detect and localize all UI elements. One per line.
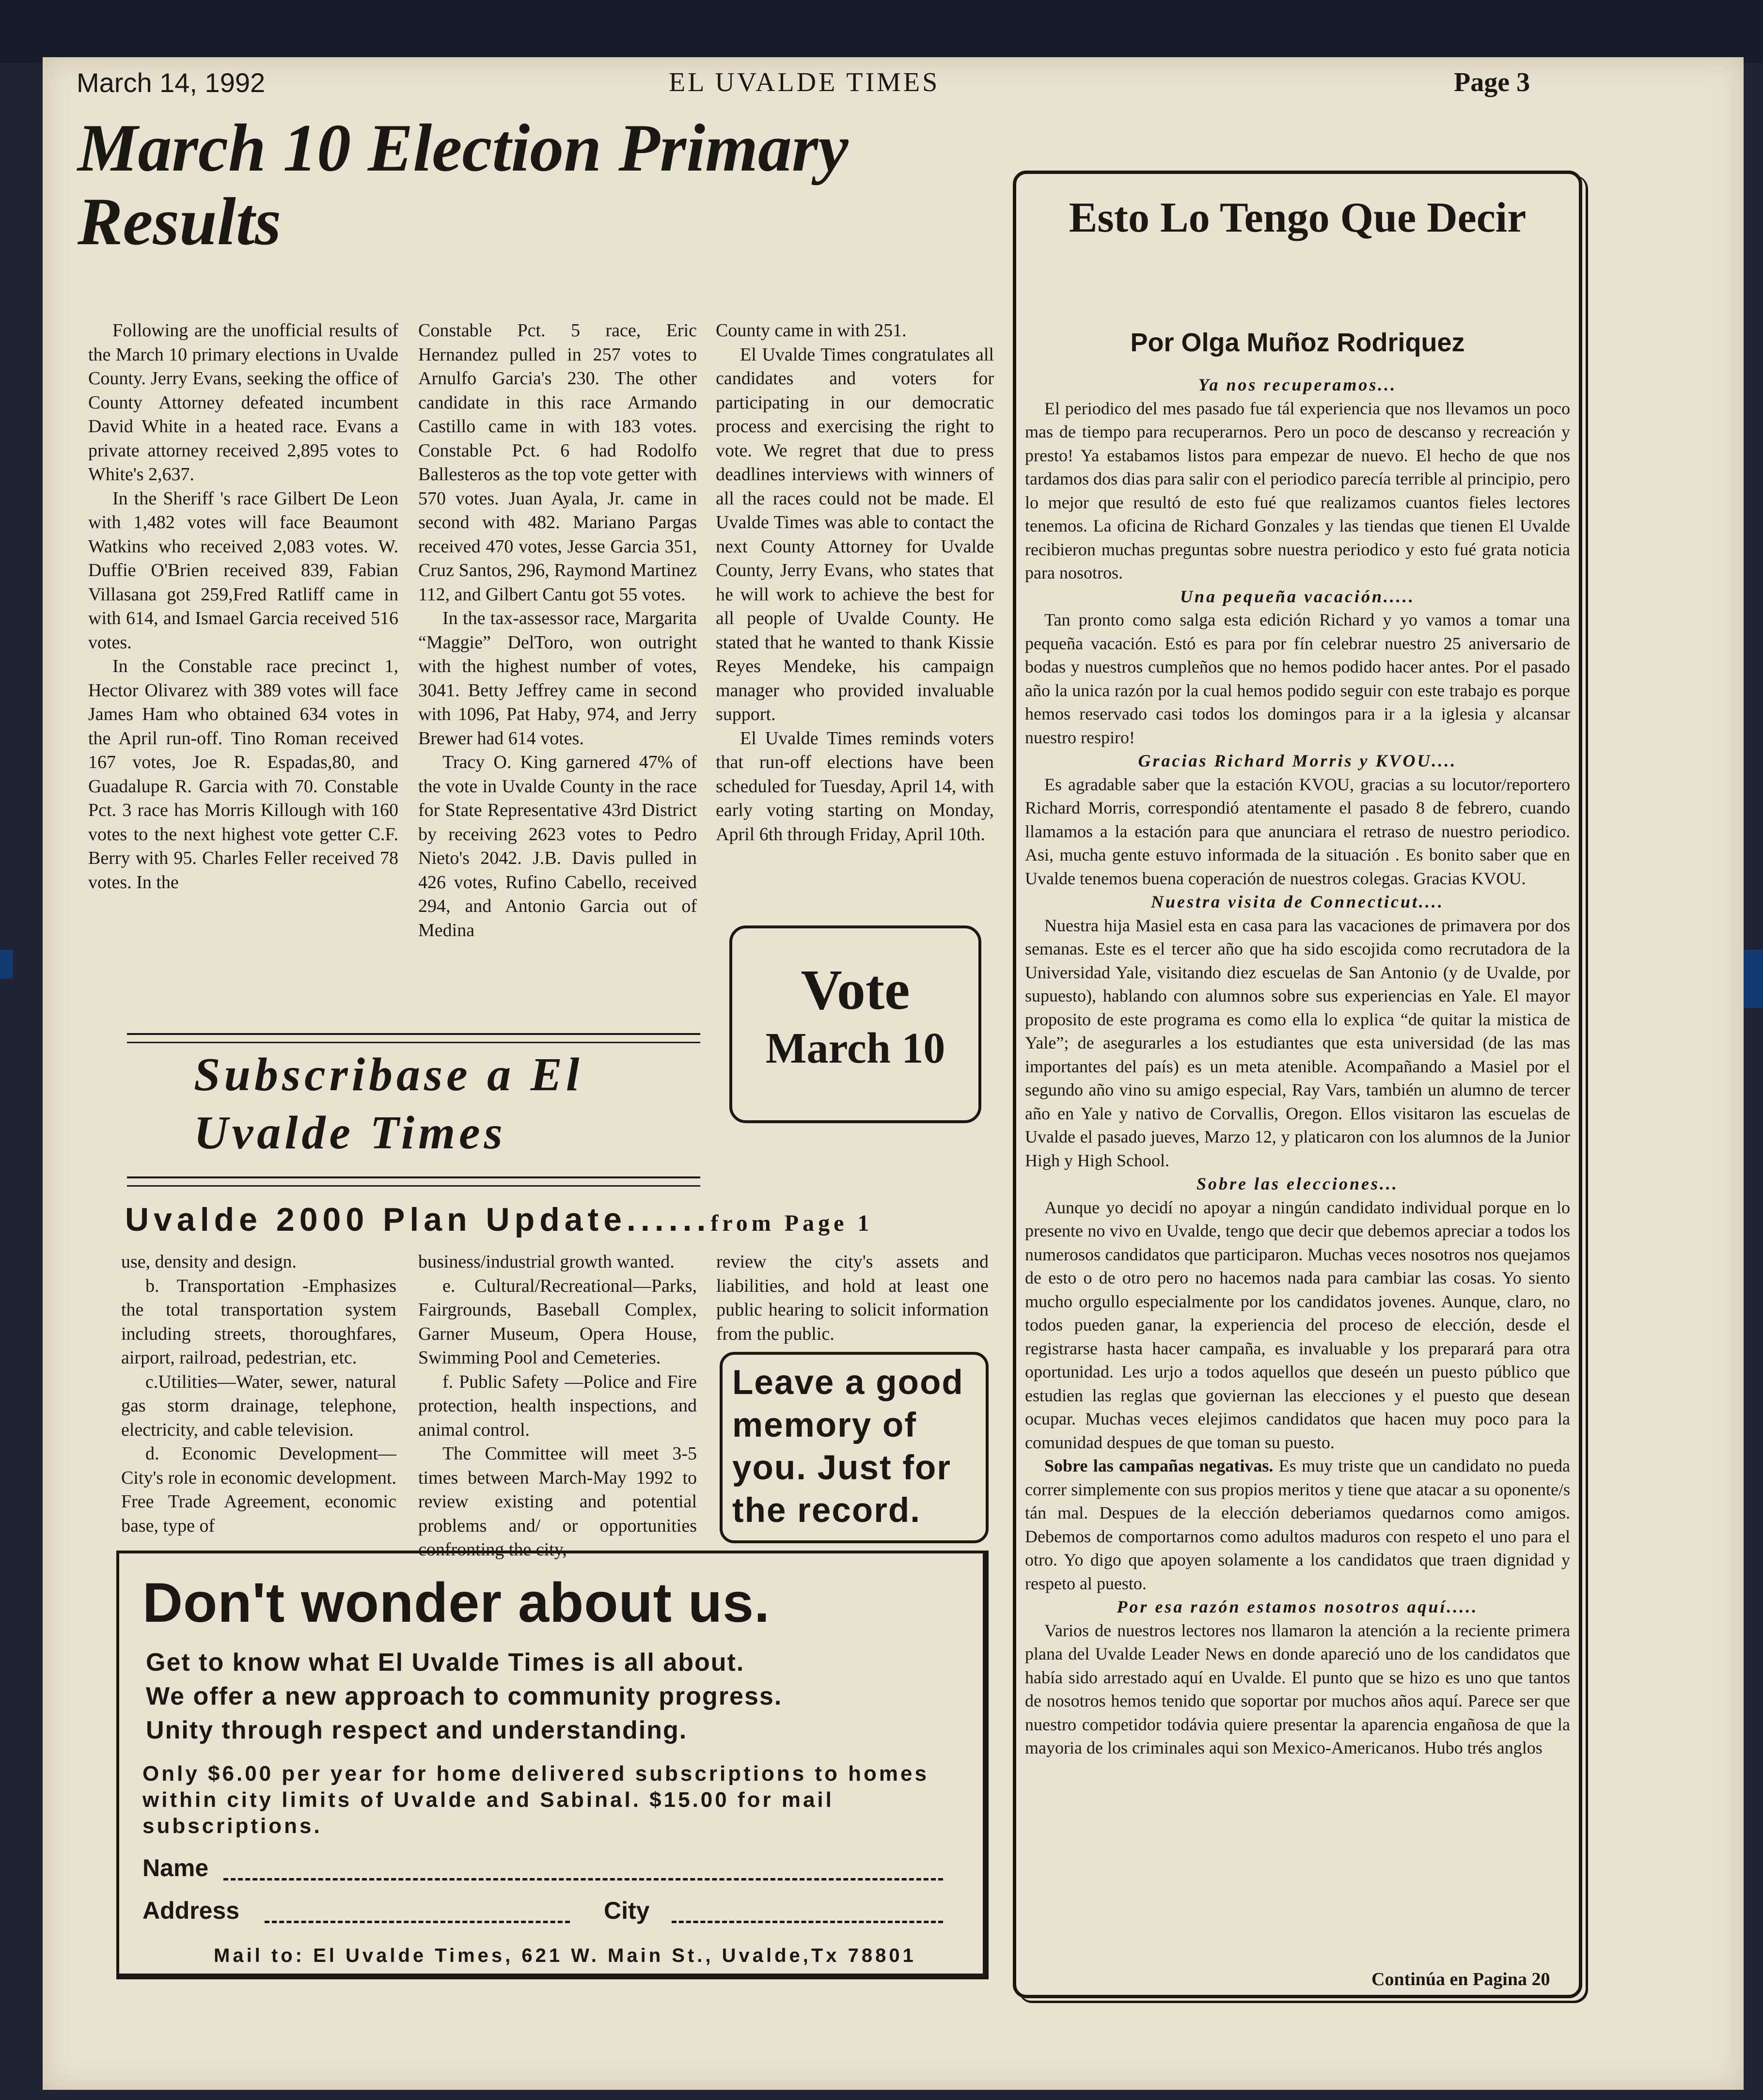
section-paragraph <box>1025 1454 1570 1595</box>
election-paragraph: County came in with 251. <box>716 320 907 341</box>
vote-reminder-date: March 10 <box>765 1024 945 1072</box>
ad-pitch-line: Get to know what El Uvalde Times is all about. <box>146 1648 745 1677</box>
election-paragraph: El Uvalde Times reminds voters that run-off elections have been scheduled for Tuesday, April 14, with early voting starting on Monday, April 6th through Friday, April 10th. <box>716 728 994 845</box>
plan-update-continuation: from Page 1 <box>710 1210 873 1236</box>
address-label: Address <box>142 1897 240 1924</box>
opinion-column-author: Por Olga Muñoz Rodriquez <box>1130 328 1465 357</box>
ad-pitch <box>146 1646 782 1747</box>
election-column-1 <box>88 319 398 894</box>
section-paragraph: Aunque yo decidí no apoyar a ningún candidato individual porque en lo presente no vivo en Uvalde, tengo que decir que debemos apreciar a todos los numerosos candidatos que participaron. Muchas veces nosotros nos quejamos de esto o de otro pero no hacemos nada para cambiar las cosas. Yo siento mucho orgullo especialmente por los candidatos jovenes. Aunque, claro, no todos pueden ganar, la experiencia del proceso de elección, desde el registrarse hasta hacer campaña, es invaluable y los preparará para otra oportunidad. Les urjo a todos aquellos que deseén un puesto público que estudien las reglas que goviernan las elecciones y el puesto que desean ocupar. Muchas veces elejimos candidatos que hacen muy poco para la comunidad despues de que toman su puesto. <box>1025 1197 1570 1452</box>
plan-paragraph: The Committee will meet 3-5 times between March-May 1992 to review existing and potential problems and/ or opportunities confronting the city, <box>418 1443 697 1560</box>
election-paragraph: Tracy O. King garnered 47% of the vote in Uvalde County in the race for State Representative 43rd District by receiving 2623 votes to Pedro Nieto's 2042. J.B. Davis pulled in 426 votes, Rufino Cabello, received 294, and Antonio Garcia out of Medina <box>418 752 697 940</box>
plan-paragraph: f. Public Safety —Police and Fire protection, health inspections, and animal control. <box>418 1371 697 1440</box>
section-heading: Por esa razón estamos nosotros aquí..... <box>1117 1597 1479 1616</box>
scan-background <box>0 0 1763 63</box>
divider-rule <box>127 1033 700 1043</box>
plan-paragraph: d. Economic Development— City's role in economic development. Free Trade Agreement, economic base, type of <box>121 1443 396 1536</box>
plan-paragraph: business/industrial growth wanted. <box>418 1252 675 1272</box>
plan-column-2 <box>418 1250 697 1562</box>
ad-mailing-address: Mail to: El Uvalde Times, 621 W. Main St., Uvalde,Tx 78801 <box>214 1945 916 1966</box>
inline-section-heading: Sobre las campañas negativas. <box>1044 1456 1274 1475</box>
page-number: Page 3 <box>1454 67 1530 97</box>
plan-paragraph: use, density and design. <box>121 1252 297 1272</box>
election-paragraph: In the tax-assessor race, Margarita “Maggie” DelToro, won outright with the highest number of votes, 3041. Betty Jeffrey came in second with 1096, Pat Haby, 974, and Jerry Brewer had 614 votes. <box>418 608 697 749</box>
election-paragraph: Following are the unofficial results of the March 10 primary elections in Uvalde County. Jerry Evans, seeking the office of County Attorney defeated incumbent David White in a heated race. Evans a private attorney received 2,895 votes to White's 2,637. <box>88 320 398 485</box>
plan-paragraph: c.Utilities—Water, sewer, natural gas storm drainage, telephone, electricity, and cable television. <box>121 1371 396 1440</box>
subscribe-heading: Subscribase a El Uvalde Times <box>194 1049 583 1159</box>
section-paragraph: Es agradable saber que la estación KVOU, gracias a su locutor/reportero Richard Morris, correspondió atentamente el pasado 8 de febrero, cuando llamamos a la estación para que anunciara el retraso de nuestro periodico. Asi, mucha gente estuvo informada de la situación . Es bonito saber que en Uvalde tenemos buena coperación de nuestros colegas. Gracias KVOU. <box>1025 774 1570 888</box>
plan-column-1 <box>121 1250 396 1538</box>
name-blank-line[interactable] <box>223 1878 943 1881</box>
vote-reminder-box <box>729 925 981 1123</box>
name-label: Name <box>142 1854 209 1881</box>
plan-update-title: Uvalde 2000 Plan Update...... <box>125 1201 711 1238</box>
section-paragraph: Tan pronto como salga esta edición Richard y yo vamos a tomar una pequeña vacación. Estó es para por fín celebrar nuestro 25 aniversario de bodas y nuestros cumpleños que no hemos podido hacer antes. Por el pasado año la unica razón por la cual hemos podido seguir con este trabajo es porque hemos reservado casi todos los domingos para ir a la iglesia y alcansar nuestro respiro! <box>1025 610 1570 747</box>
section-paragraph: Varios de nuestros lectores nos llamaron la atención a la reciente primera plana del Uvalde Leader News en donde apareció uno de los candidatos que había sido arrestado aquí en Uvalde. El punto que se hizo es uno que tantos de nosotros hemos tenido que soportar por muchos años aquí. Parece ser que nuestro competidor todávia quiere presentar la aparencia engañosa de que la mayoria de los criminales aqui son Mexico-Americanos. Hubo trés anglos <box>1025 1620 1570 1757</box>
opinion-column-body <box>1025 373 1570 1760</box>
ad-pitch-line: We offer a new approach to community progress. <box>146 1682 783 1710</box>
scan-edge-tab-left <box>0 950 13 979</box>
election-paragraph: Constable Pct. 5 race, Eric Hernandez pulled in 257 votes to Arnulfo Garcia's 230. The other candidate in this race Armando Castillo came in with 183 votes. Constable Pct. 6 had Rodolfo Ballesteros as the top vote getter with 570 votes. Juan Ayala, Jr. came in second with 482. Mariano Pargas received 470 votes, Jesse Garcia 351, Cruz Santos, 296, Raymond Martinez 112, and Gilbert Cantu got 55 votes. <box>418 320 697 605</box>
election-headline: March 10 Election Primary Results <box>78 110 849 259</box>
plan-paragraph: e. Cultural/Recreational—Parks, Fairgrounds, Baseball Complex, Garner Museum, Opera House, Swimming Pool and Cemeteries. <box>418 1275 697 1368</box>
divider-rule <box>127 1176 700 1187</box>
plan-paragraph: review the city's assets and liabilities, and hold at least one public hearing to solicit information from the public. <box>716 1252 989 1344</box>
continued-on-page: Continúa en Pagina 20 <box>1371 1969 1550 1990</box>
address-blank-line[interactable] <box>265 1921 570 1923</box>
inline-section-text: Es muy triste que un candidato no pueda correr simplemente con sus propios meritos y tiene que atacar a su oponente/s tán mal. Despues de la elección deberiamos quedarnos como amigos. Debemos de comportarnos como adultos maduros con respeto el uno para el otro. Yo digo que apoyen solamente a los candidatos que traen dignidad y respeto al puesto. <box>1025 1456 1570 1593</box>
scan-edge-tab-right <box>1743 950 1763 1008</box>
election-paragraph: In the Sheriff 's race Gilbert De Leon with 1,482 votes will face Beaumont Watkins who received 2,083 votes. W. Duffie O'Brien received 839, Fabian Villasana got 259,Fred Ratliff came in with 614, and Ismael Garcia received 516 votes. <box>88 488 398 653</box>
section-heading: Nuestra visita de Connecticut.... <box>1150 892 1444 911</box>
section-heading: Sobre las elecciones... <box>1196 1174 1399 1193</box>
city-blank-line[interactable] <box>672 1921 943 1923</box>
election-column-3 <box>716 319 994 846</box>
ad-headline: Don't wonder about us. <box>142 1572 771 1634</box>
memory-slogan-box: Leave a good memory of you. Just for the record. <box>720 1352 989 1543</box>
issue-date: March 14, 1992 <box>77 67 266 98</box>
election-column-2 <box>418 319 697 942</box>
ad-pitch-line: Unity through respect and understanding. <box>146 1716 688 1744</box>
section-heading: Una pequeña vacación..... <box>1180 586 1415 606</box>
city-label: City <box>604 1897 650 1924</box>
plan-update-heading <box>125 1201 1046 1238</box>
election-paragraph: El Uvalde Times congratulates all candidates and voters for participating in our democratic process and exercising the right to vote. We regret that due to press deadlines interviews with winners of all the races could not be made. El Uvalde Times was able to contact the next County Attorney for Uvalde County, Jerry Evans, who states that he will work to achieve the best for all people of Uvalde County. He stated that he wanted to thank Kissie Reyes Mendeke, his campaign manager who provided invaluable support. <box>716 344 994 724</box>
election-paragraph: In the Constable race precinct 1, Hector Olivarez with 389 votes will face James Ham who obtained 634 votes in the April run-off. Tino Roman received 167 votes, Joe R. Espadas,80, and Guadalupe R. Garcia with 70. Constable Pct. 3 race has Morris Killough with 160 votes to the next highest vote getter C.F. Berry with 95. Charles Feller received 78 votes. In the <box>88 656 398 893</box>
section-paragraph: El periodico del mes pasado fue tál experiencia que nos llevamos un poco mas de tiempo para recuperarnos. Pero un poco de descanso y recreación y presto! Ya estabamos listos para empezar de nuevo. El hecho de que nos tardamos dos dias para salir con el periodico parecía terrible al principio, pero lo mejor que resultó de esto fué que realizamos cuantos fieles lectores tenemos. La oficina de Richard Gonzales y las tiendas que tienen El Uvalde recibieron muchas preguntas sobre nuestra periodico y esto fué grata noticia para nosotros. <box>1025 398 1570 582</box>
vote-reminder-title: Vote <box>801 958 910 1021</box>
ad-pricing: Only $6.00 per year for home delivered subscriptions to homes within city limits of Uvalde and Sabinal. $15.00 for mail subscriptions. <box>142 1762 929 1838</box>
plan-paragraph: b. Transportation -Emphasizes the total transportation system including streets, thoroughfares, airport, railroad, pedestrian, etc. <box>121 1275 396 1368</box>
paper-title: EL UVALDE TIMES <box>669 67 940 97</box>
opinion-column-title: Esto Lo Tengo Que Decir <box>1069 194 1527 241</box>
subscription-ad <box>116 1551 989 1979</box>
section-heading: Gracias Richard Morris y KVOU.... <box>1138 751 1457 770</box>
section-paragraph: Nuestra hija Masiel esta en casa para las vacaciones de primavera por dos semanas. Este es el tercer año que ha sido escojida como recrutadora de la Universidad Yale, visitando diez escuelas de San Antonio (y de Uvalde, por supuesto), hablando con alumnos sobre sus experiencias en Yale. El mayor proposito de este programa es como ella lo explica “de quitar la mistica de Yale”; de asegurarles a los estudiantes que esta universidad (de las mas importantes del país) es un meta atenible. Acompañando a Masiel por el segundo año vino su amigo especial, Ray Vars, también un alumno de tercer año en Yale y nativo de Corvallis, Oregon. Ellos visitaron las escuelas de Uvalde el pasado jueves, Marzo 12, y platicaron con los alumnos de la Junior High y High School. <box>1025 915 1570 1170</box>
section-heading: Ya nos recuperamos... <box>1198 375 1397 394</box>
plan-column-3 <box>716 1250 989 1346</box>
